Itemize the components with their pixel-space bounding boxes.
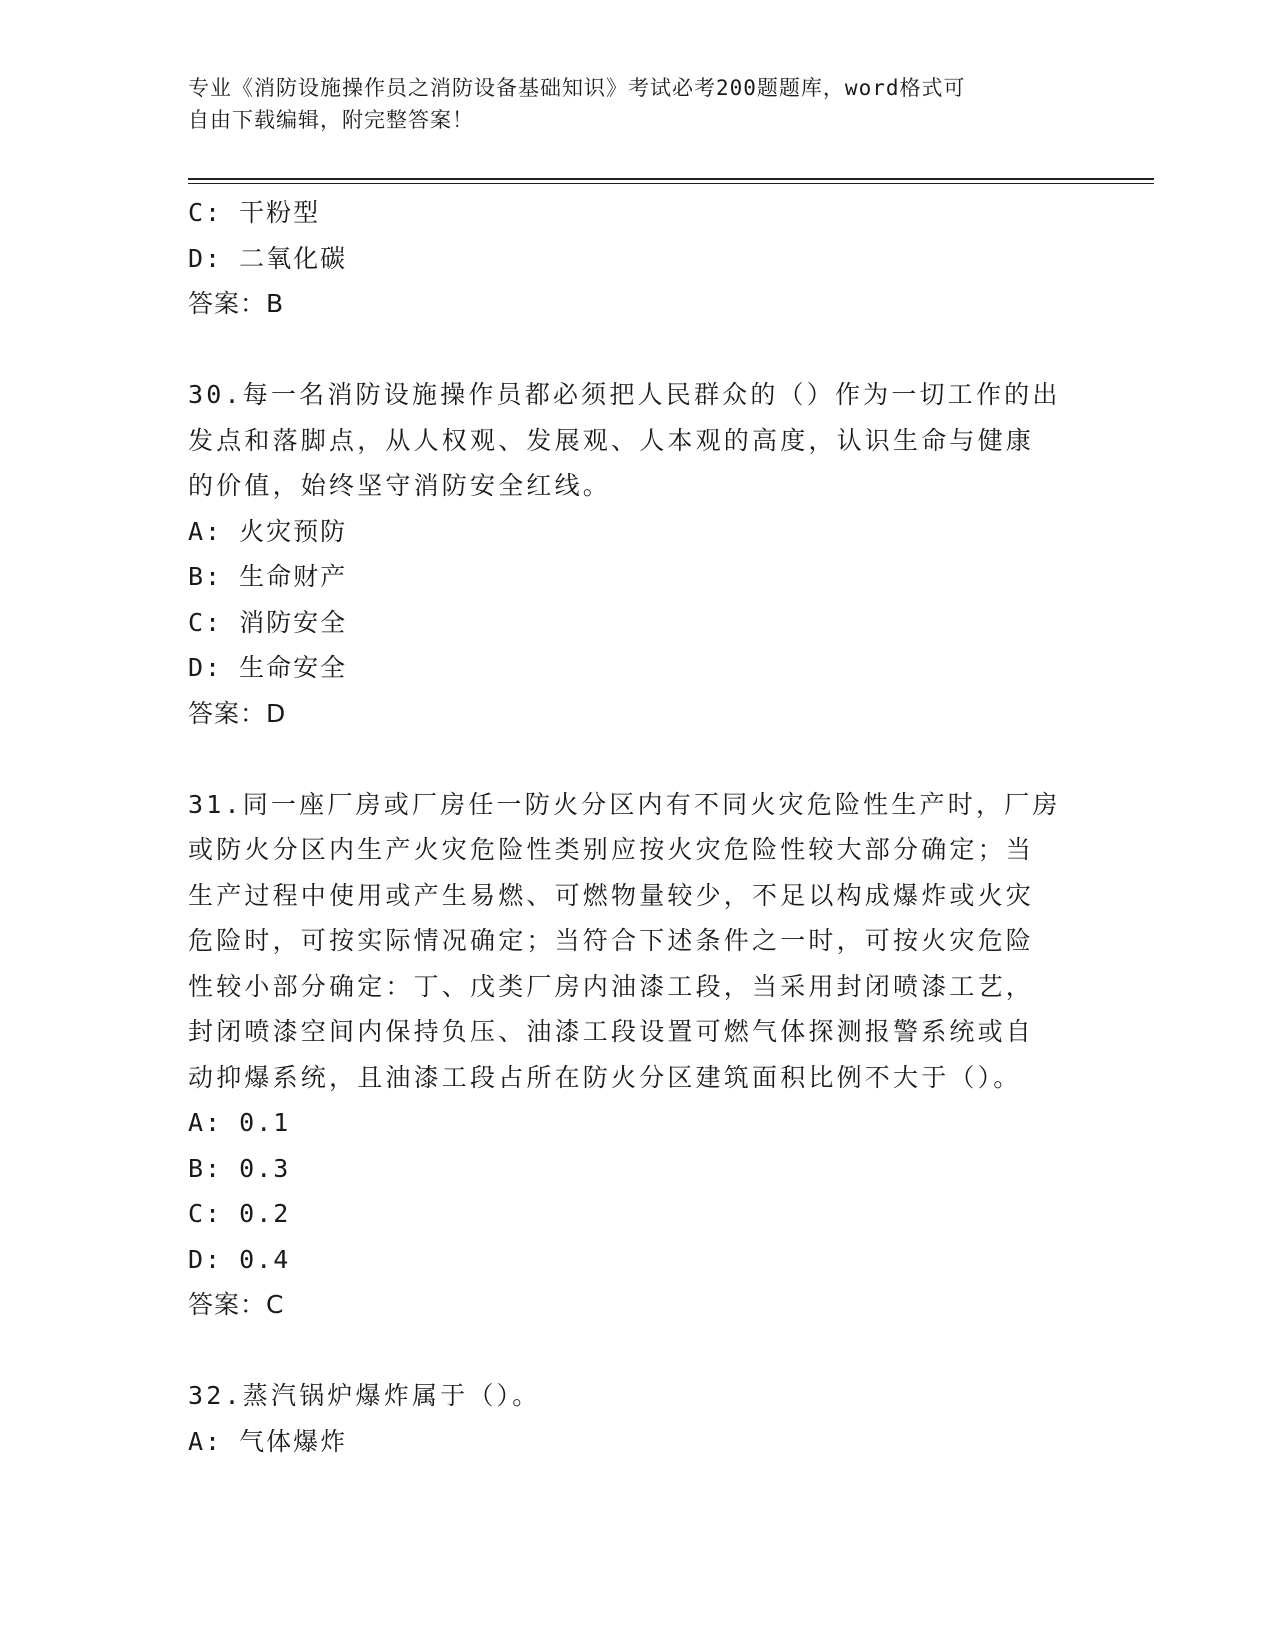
continued-question — [188, 190, 1088, 327]
option-a: A: 火灾预防 — [188, 516, 348, 546]
stem-line: 封闭喷漆空间内保持负压、油漆工段设置可燃气体探测报警系统或自 — [188, 1017, 1035, 1046]
header-line-1: 专业《消防设施操作员之消防设备基础知识》考试必考200题题库，word格式可 — [188, 76, 966, 100]
stem-line: 性较小部分确定：丁、戊类厂房内油漆工段，当采用封闭喷漆工艺， — [188, 971, 1035, 1001]
header-line-2: 自由下载编辑，附完整答案！ — [188, 108, 474, 132]
question-stem — [188, 372, 1088, 509]
question-stem — [188, 1373, 1088, 1419]
document-header — [188, 72, 1088, 136]
option-b: B: 生命财产 — [188, 562, 348, 591]
header-rule-thick — [188, 178, 1154, 180]
answer-label: 答案：D — [188, 698, 287, 728]
option-c: C: 0.2 — [188, 1199, 291, 1228]
stem-line: 或防火分区内生产火灾危险性类别应按火灾危险性较大部分确定；当 — [188, 835, 1035, 864]
option-a: A: 气体爆炸 — [188, 1426, 348, 1456]
question-stem — [188, 782, 1088, 1101]
option-c: C: 干粉型 — [188, 198, 321, 227]
option-d: D: 0.4 — [188, 1244, 291, 1274]
header-rule-thin — [188, 183, 1154, 184]
stem-line: 发点和落脚点，从人权观、发展观、人本观的高度，认识生命与健康 — [188, 425, 1035, 455]
option-c: C: 消防安全 — [188, 607, 348, 637]
stem-line: 生产过程中使用或产生易燃、可燃物量较少，不足以构成爆炸或火灾 — [188, 880, 1035, 910]
stem-line: 31.同一座厂房或厂房任一防火分区内有不同火灾危险性生产时，厂房 — [188, 789, 1061, 819]
stem-line: 30.每一名消防设施操作员都必须把人民群众的（）作为一切工作的出 — [188, 380, 1061, 409]
question-30 — [188, 372, 1088, 736]
stem-line: 32.蒸汽锅炉爆炸属于（）。 — [188, 1381, 541, 1410]
option-a: A: 0.1 — [188, 1108, 291, 1137]
stem-line: 动抑爆系统，且油漆工段占所在防火分区建筑面积比例不大于（）。 — [188, 1062, 1022, 1092]
stem-line: 危险时，可按实际情况确定；当符合下述条件之一时，可按火灾危险 — [188, 926, 1035, 955]
answer-label: 答案：B — [188, 289, 285, 318]
question-31 — [188, 782, 1088, 1328]
option-b: B: 0.3 — [188, 1153, 291, 1183]
question-32 — [188, 1373, 1088, 1464]
question-list — [188, 190, 1088, 1464]
answer-label: 答案：C — [188, 1290, 285, 1319]
option-d: D: 生命安全 — [188, 653, 348, 682]
option-d: D: 二氧化碳 — [188, 243, 348, 273]
stem-line: 的价值，始终坚守消防安全红线。 — [188, 471, 612, 500]
